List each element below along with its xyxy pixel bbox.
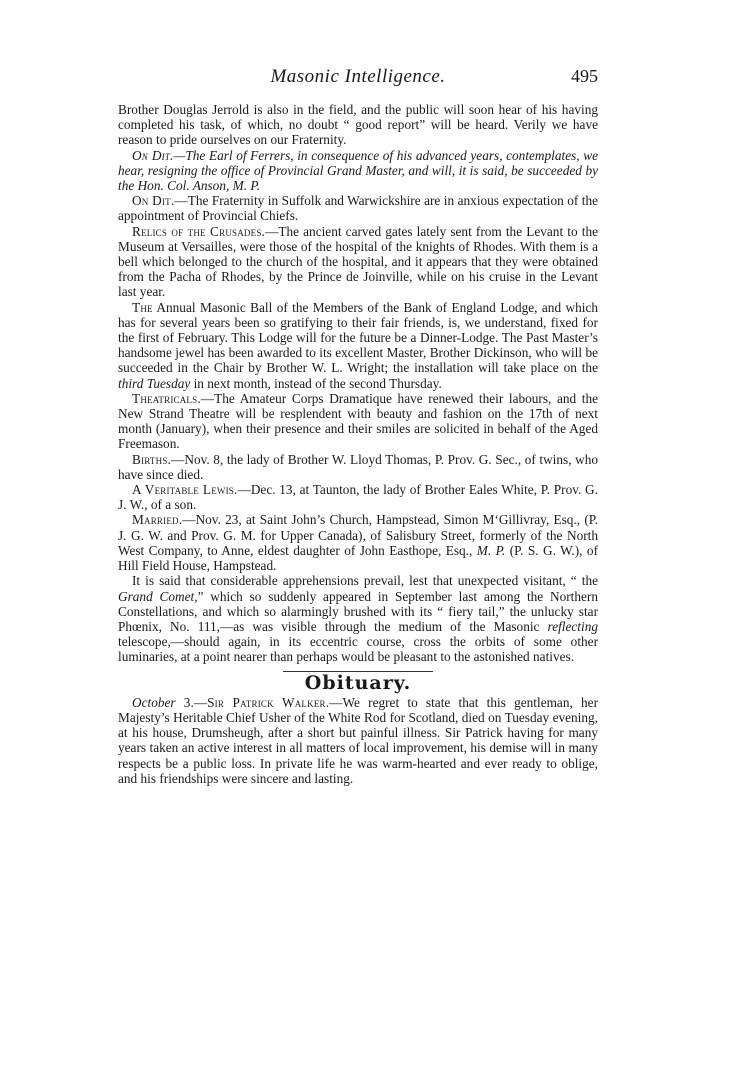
obituary-text: —We regret to state that this gentleman, her Majesty’s Heritable Chief Usher of the White Rod for Scotland, died on Tuesday evening, at his house, Drumsheugh, after a short but painful illness. Sir Patrick having for many years taken an active interest in all matters of local improvement, his demise will in many respects be a public loss. In private life he was warm-hearted and ever ready to oblige, and his friendships were sincere and lasting.: [118, 694, 599, 786]
paragraph-text: Annual Masonic Ball of the Members of the Bank of England Lodge, and which has for several years been so gratifying to their fair friends, is, we understand, fixed for the first of February. This Lodge will for the future be a Dinner-Lodge. The Past Master’s handsome jewel has been awarded to its excellent Master, Brother Dickinson, who will be succeeded in the Chair by Brother W. L. Wright; the installation will take place on the: [118, 299, 598, 376]
page-header: [118, 66, 598, 92]
paragraph-text: —The Fraternity in Suffolk and Warwickshire are in anxious expectation of the appointment of Provincial Chiefs.: [118, 193, 598, 224]
paragraph-lead: Births.: [132, 451, 172, 467]
obituary-date: October: [132, 694, 176, 710]
paragraph-text: —The ancient carved gates lately sent from the Levant to the Museum at Versailles, were those of the hospital of the knights of Rhodes. With them is a bell which belonged to the church of the hospital, and it appears that they were obtained from the Pacha of Rhodes, by the Prince de Joinville, while on his cruise in the Levant last year.: [118, 223, 598, 300]
paragraph-lead: Relics of the Crusades.: [132, 223, 266, 239]
paragraph-text: (P. S. G. W.), of Hill Field House, Hampstead.: [118, 542, 598, 574]
paragraph-lead: Theatricals.: [132, 390, 201, 406]
running-title: Masonic Intelligence.: [270, 66, 446, 87]
paragraph-lead: A Veritable Lewis.: [132, 482, 238, 498]
paragraph-jerrold: [118, 102, 598, 148]
paragraph-relics: [118, 224, 598, 300]
obituary-date-rest: 3.—: [175, 694, 208, 710]
paragraph-italic: reflecting: [547, 618, 598, 634]
paragraph-lead: The: [132, 299, 153, 315]
obituary-name: Sir Patrick Walker.: [207, 694, 330, 710]
paragraph-text: —The Amateur Corps Dramatique have renewed their labours, and the New Strand Theatre will be resplendent with beauty and fashion on the 17th of next month (January), when their presence and their smiles are solicited in behalf of the Aged Freemason.: [118, 390, 598, 452]
article-body: [118, 102, 598, 786]
paragraph-on-dit-ferrers: [118, 148, 598, 194]
paragraph-on-dit-fraternity: [118, 193, 598, 223]
paragraph-text: —Dec. 13, at Taunton, the lady of Brother Eales White, P. Prov. G. J. W., of a son.: [118, 482, 598, 513]
paragraph-text: —Nov. 8, the lady of Brother W. Lloyd Thomas, P. Prov. G. Sec., of twins, who have since died.: [118, 451, 598, 482]
paragraph-obituary-walker: [118, 695, 598, 786]
paragraph-italic: Grand Comet: [118, 588, 195, 604]
page-number: 495: [571, 66, 598, 86]
paragraph-text: —Nov. 23, at Saint John’s Church, Hampstead, Simon M‘Gillivray, Esq., (P. J. G. W. and Prov. G. M. for Upper Canada), of Salisbury Street, formerly of the North West Company, to Anne, eldest daughter of John Easthope, Esq.,: [118, 512, 598, 558]
paragraph-lead: Married.: [132, 512, 183, 528]
obituary-heading: Obituary.: [304, 671, 412, 694]
paragraph-text: Brother Douglas Jerrold is also in the field, and the public will soon hear of his having completed his task, of which, no doubt “ good report” will be heard. Verily we have reason to pride ourselves on our Fraternity.: [118, 102, 598, 148]
paragraph-italic: M. P.: [476, 542, 506, 558]
paragraph-married: [118, 512, 598, 573]
paragraph-masonic-ball: [118, 300, 598, 391]
paragraph-text: —The Earl of Ferrers, in consequence of his advanced years, contemplates, we hear, resigning the office of Provincial Grand Master, and will, it is said, be succeeded by the Hon. Col. Anson,: [118, 147, 598, 194]
paragraph-text: in next month, instead of the second Thursday.: [190, 375, 442, 391]
paragraph-lead: On Dit.: [132, 193, 175, 209]
paragraph-births: [118, 452, 598, 482]
paragraph-lead: On Dit.: [132, 147, 174, 163]
paragraph-text: telescope,—should again, in its eccentric course, cross the orbits of some other luminaries, at a point nearer than perhaps would be pleasant to the astonished natives.: [118, 634, 598, 665]
paragraph-text: It is said that considerable apprehensions prevail, lest that unexpected visitant, “ the: [132, 573, 598, 589]
paragraph-veritable-lewis: [118, 482, 598, 512]
paragraph-italic: third Tuesday: [118, 375, 191, 391]
paragraph-text: ,” which so suddenly appeared in September last among the Northern Constellations, and which so alarmingly brushed with its “ fiery tail,” the unlucky star Phœnix, No. 111,—as was visible through the medium of the Masonic: [118, 588, 598, 634]
paragraph-theatricals: [118, 391, 598, 452]
paragraph-italic: M. P.: [232, 178, 261, 194]
paragraph-grand-comet: [118, 573, 598, 664]
